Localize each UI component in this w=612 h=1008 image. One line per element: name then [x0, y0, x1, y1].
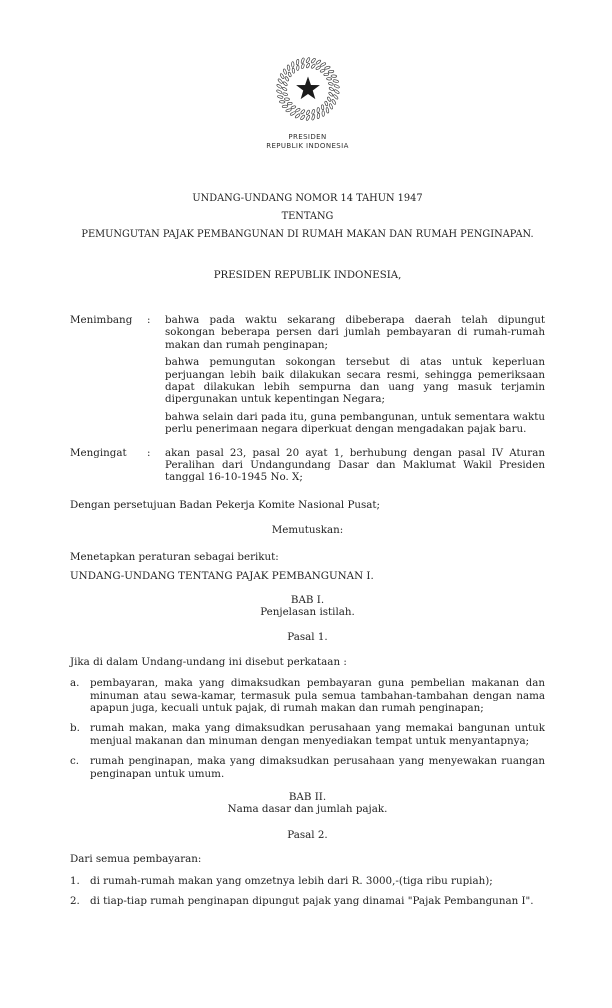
bab2-title: BAB II.	[288, 790, 327, 803]
mengingat-row-1	[70, 447, 545, 484]
persetujuan-line: Dengan persetujuan Badan Pekerja Komite Nasional Pusat;	[70, 498, 381, 511]
list-marker: 1.	[70, 874, 80, 887]
list-item	[70, 875, 545, 887]
letterhead	[70, 50, 545, 151]
pasal1-intro: Jika di dalam Undang-undang ini disebut perkataan :	[70, 655, 347, 668]
menimbang-label: Menimbang	[70, 314, 133, 326]
menimbang-row-1	[70, 314, 545, 351]
list-item	[70, 755, 545, 780]
mengingat-colon: :	[147, 446, 151, 459]
bab1-title: BAB I.	[290, 593, 325, 606]
list-text: di tiap-tiap rumah penginapan dipungut pajak yang dinamai "Pajak Pembangunan I".	[90, 895, 534, 907]
spacer	[70, 356, 147, 406]
pasal2-intro: Dari semua pembayaran:	[70, 853, 202, 866]
document-title	[70, 193, 545, 241]
mengingat-label: Mengingat	[70, 446, 127, 459]
menimbang-colon: :	[147, 314, 151, 326]
bab2-heading	[70, 791, 545, 816]
pasal1-list	[70, 677, 545, 780]
list-text: di rumah-rumah makan yang omzetnya lebih dari R. 3000,-(tiga ribu rupiah);	[90, 874, 493, 887]
undang-undang-line: UNDANG-UNDANG TENTANG PAJAK PEMBANGUNAN I.	[70, 570, 374, 583]
list-marker: b.	[70, 722, 80, 735]
list-marker: a.	[70, 677, 80, 690]
tentang-line: TENTANG	[281, 211, 334, 222]
spacer	[147, 356, 165, 406]
opening-line: PRESIDEN REPUBLIK INDONESIA,	[213, 270, 402, 281]
list-item	[70, 895, 545, 907]
list-text: rumah penginapan, maka yang dimaksudkan perusahaan yang menyewakan ruangan penginapan untuk umum.	[90, 755, 545, 780]
list-text: rumah makan, maka yang dimaksudkan perusahaan yang memakai bangunan untuk menjual makanan dan minuman dengan menyediakan tempat untuk menyantapnya;	[90, 722, 545, 747]
bab1-subtitle: Penjelasan istilah.	[260, 605, 355, 618]
menetapkan-line: Menetapkan peraturan sebagai berikut:	[70, 550, 279, 563]
menimbang-paragraph-3: bahwa selain dari pada itu, guna pembangunan, untuk sementara waktu perlu penerimaan negara diperkuat dengan mengadakan pajak baru.	[165, 410, 545, 436]
menimbang-paragraph-1: bahwa pada waktu sekarang dibeberapa daerah telah dipungut sokongan beberapa persen dari jumlah pembayaran di rumah-rumah makan dan rumah penginapan;	[165, 314, 545, 351]
menimbang-paragraph-2: bahwa pemungutan sokongan tersebut di atas untuk keperluan perjuangan lebih baik dilakukan secara resmi, sehingga pemeriksaan dapat dilakukan lebih sempurna dan uang yang masuk terjamin dipergunakan untuk kepentingan Negara;	[165, 356, 545, 406]
bab1-heading	[70, 594, 545, 619]
pasal2-heading: Pasal 2.	[287, 828, 328, 841]
spacer	[70, 411, 147, 436]
letterhead-republik-indonesia: REPUBLIK INDONESIA	[266, 142, 349, 150]
menimbang-row-3	[70, 411, 545, 436]
list-item	[70, 677, 545, 714]
pasal2-list	[70, 875, 545, 908]
list-item	[70, 722, 545, 747]
list-marker: c.	[70, 755, 80, 768]
letterhead-presiden: PRESIDEN	[288, 133, 327, 141]
law-number-line: UNDANG-UNDANG NOMOR 14 TAHUN 1947	[192, 193, 423, 204]
law-subject-line: PEMUNGUTAN PAJAK PEMBANGUNAN DI RUMAH MAKAN DAN RUMAH PENGINAPAN.	[81, 229, 534, 240]
state-emblem-icon	[269, 50, 347, 128]
bab2-subtitle: Nama dasar dan jumlah pajak.	[227, 803, 388, 816]
list-marker: 2.	[70, 895, 80, 907]
mengingat-section	[70, 447, 545, 484]
list-text: pembayaran, maka yang dimaksudkan pembayaran guna pembelian makanan dan minuman atau sewa-kamar, termasuk pula semua tambahan-tambahan dengan nama apapun juga, kecuali untuk pajak, di rumah makan dan rumah penginapan;	[90, 677, 545, 714]
mengingat-paragraph-1: akan pasal 23, pasal 20 ayat 1, berhubung dengan pasal IV Aturan Peralihan dari Undangundang Dasar dan Maklumat Wakil Presiden tanggal 16-10-1945 No. X;	[165, 446, 545, 484]
pasal1-heading: Pasal 1.	[287, 631, 328, 644]
memutuskan-line: Memutuskan:	[271, 524, 344, 537]
spacer	[147, 411, 165, 436]
menimbang-row-2	[70, 356, 545, 406]
menimbang-section	[70, 314, 545, 436]
